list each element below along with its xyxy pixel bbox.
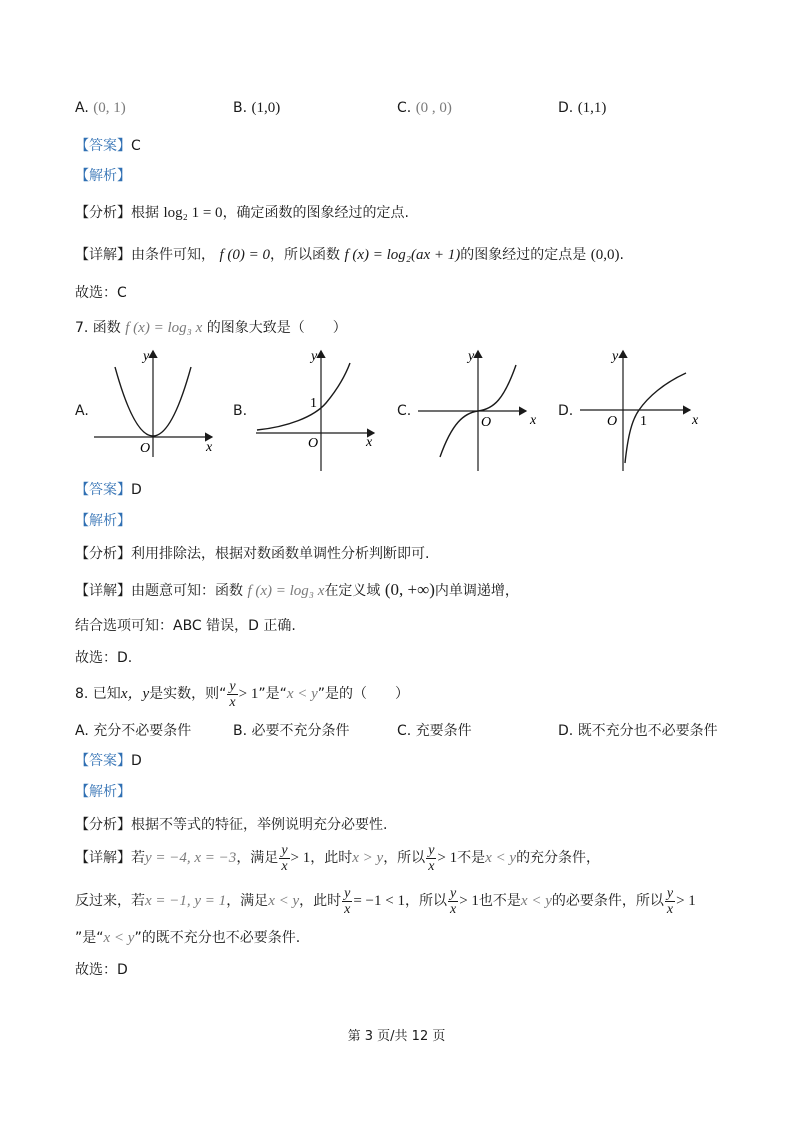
page-footer: 第 3 页/共 12 页 <box>347 1029 446 1044</box>
q7-graph-a <box>90 345 220 464</box>
x-label: x <box>692 413 699 428</box>
y-label: y <box>468 349 475 364</box>
origin-label: O <box>140 441 151 456</box>
y-label: y <box>143 349 150 364</box>
q8-fenxi: 【分析】根据不等式的特征，举例说明充分必要性. <box>75 817 388 833</box>
q7-combine: 结合选项可知：ABC 错误，D 正确. <box>75 618 296 634</box>
q7-graph-b-letter: B. <box>233 403 248 419</box>
q8-option-d: D. 既不充分也不必要条件 <box>558 723 718 739</box>
q7-graph-b <box>252 345 382 479</box>
q8-option-c: C. 充要条件 <box>397 723 472 739</box>
q7-answer: 【答案】D <box>75 482 142 498</box>
q6-option-a: A. (0, 1) <box>75 100 126 116</box>
y-label: y <box>311 349 318 364</box>
q7-graph-c <box>414 345 544 479</box>
x-label: x <box>206 440 213 455</box>
q8-analysis-tag: 【解析】 <box>75 784 131 800</box>
q7-detail: 【详解】由题意可知：函数 f (x) = log₃ x在定义域 (0, +∞)内单调递增， <box>75 580 519 599</box>
q6-fenxi: 【分析】根据 log₂ 1 = 0，确定函数的图象经过的定点. <box>75 205 410 221</box>
intercept-label: 1 <box>310 396 317 411</box>
q6-answer: 【答案】C <box>75 138 141 154</box>
q8-option-a: A. 充分不必要条件 <box>75 723 192 739</box>
q6-choice: 故选：C <box>75 285 127 301</box>
q6-detail: 【详解】由条件可知， f (0) = 0，所以函数 f (x) = log₂(ax + 1)的图象经过的定点是 (0,0). <box>75 247 624 263</box>
x-label: x <box>530 413 537 428</box>
origin-label: O <box>308 436 319 451</box>
q6-option-c: C. (0 , 0) <box>397 100 452 116</box>
q8-detail-line3: ”是“x < y”的既不充分也不必要条件. <box>75 930 301 946</box>
q8-option-b: B. 必要不充分条件 <box>233 723 350 739</box>
q6-option-b: B. (1,0) <box>233 100 281 116</box>
q8-choice: 故选：D <box>75 962 128 978</box>
curve <box>625 373 686 463</box>
q7-choice: 故选：D. <box>75 650 133 666</box>
q8-detail-line1: 【详解】若y = −4, x = −3，满足 $\frac{y}{x}$ > 1，此时x > y，所以 $\frac{y}{x}$ > 1不是x < y的充分条件， <box>75 842 601 874</box>
q7-graph-d <box>576 345 706 479</box>
q6-analysis-tag: 【解析】 <box>75 168 131 184</box>
y-label: y <box>612 349 619 364</box>
x-label: x <box>366 435 373 450</box>
q7-fenxi: 【分析】利用排除法，根据对数函数单调性分析判断即可. <box>75 546 430 562</box>
q8-answer: 【答案】D <box>75 753 142 769</box>
q7-graph-d-letter: D. <box>558 403 574 419</box>
intercept-label: 1 <box>640 414 647 429</box>
q7-graph-a-letter: A. <box>75 403 89 419</box>
answer-tag: 【答案】 <box>75 138 131 154</box>
origin-label: O <box>481 415 492 430</box>
q8-stem: 8. 已知x，y是实数，则“ $\frac{y}{x}$ > 1”是“x < y”是的（ ） <box>75 678 410 710</box>
q7-graph-c-letter: C. <box>397 403 412 419</box>
origin-label: O <box>607 414 618 429</box>
curve <box>257 363 350 430</box>
q7-analysis-tag: 【解析】 <box>75 513 131 529</box>
fraction: $\frac{y}{x}$ <box>229 678 236 710</box>
q6-option-d: D. (1,1) <box>558 100 607 116</box>
q7-stem: 7. 函数 f (x) = log₃ x 的图象大致是（ ） <box>75 320 347 336</box>
q8-detail-line2: 反过来，若x = −1, y = 1，满足x < y，此时 $\frac{y}{x}$ = −1 < 1，所以 $\frac{y}{x}$ > 1也不是x < y的必要条件，所以 $\frac{y}{x}$ > 1 <box>75 885 696 917</box>
